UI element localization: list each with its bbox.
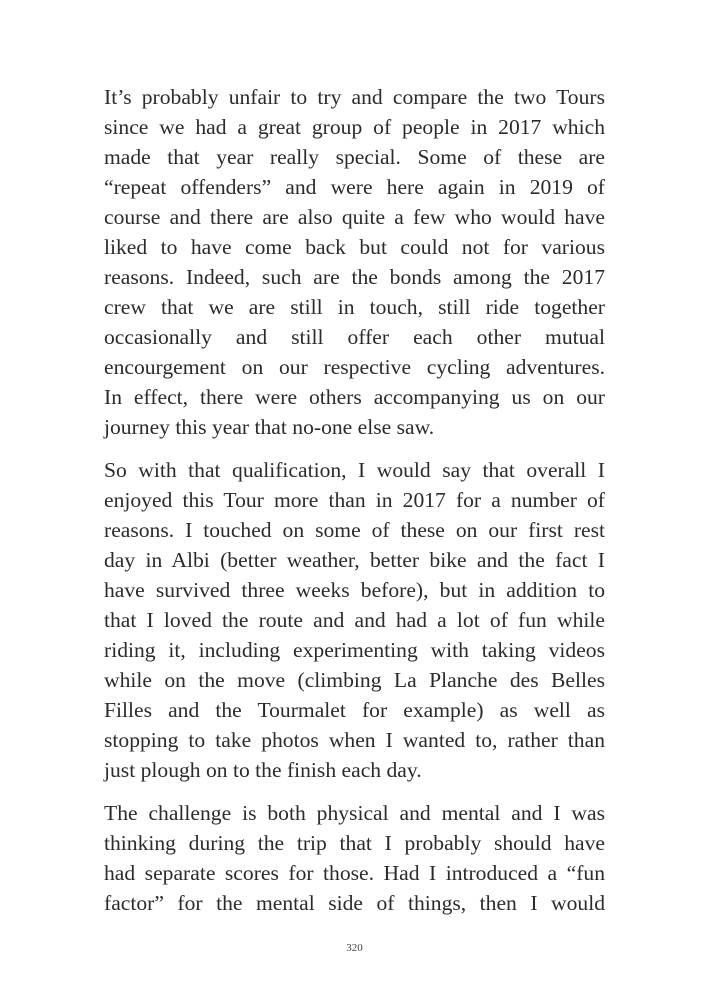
paragraph-2 (104, 455, 605, 785)
paragraph-3 (104, 798, 605, 918)
page-number: 320 (346, 942, 363, 954)
text-line: made that year really special. Some of these are (104, 145, 605, 169)
text-line: that I loved the route and and had a lot of fun while (104, 608, 605, 632)
text-line: In effect, there were others accompanying us on our (104, 385, 605, 409)
text-line: have survived three weeks before), but in addition to (104, 578, 605, 602)
text-line: since we had a great group of people in 2017 which (104, 115, 605, 139)
text-line: just plough on to the finish each day. (104, 758, 422, 782)
text-line: factor” for the mental side of things, then I would (104, 891, 605, 915)
text-line: enjoyed this Tour more than in 2017 for a number of (104, 488, 605, 512)
text-line: crew that we are still in touch, still ride together (104, 295, 605, 319)
text-line: journey this year that no-one else saw. (104, 415, 435, 439)
text-line: encourgement on our respective cycling adventures. (104, 355, 605, 379)
text-line: The challenge is both physical and mental and I was (104, 801, 605, 825)
text-line: “repeat offenders” and were here again in 2019 of (104, 175, 605, 199)
text-line: It’s probably unfair to try and compare the two Tours (104, 85, 605, 109)
text-line: had separate scores for those. Had I introduced a “fun (104, 861, 605, 885)
text-line: stopping to take photos when I wanted to, rather than (104, 728, 605, 752)
text-line: liked to have come back but could not for various (104, 235, 605, 259)
text-line: while on the move (climbing La Planche des Belles (104, 668, 605, 692)
text-line: So with that qualification, I would say that overall I (104, 458, 605, 482)
text-line: thinking during the trip that I probably should have (104, 831, 605, 855)
text-line: course and there are also quite a few who would have (104, 205, 605, 229)
text-line: occasionally and still offer each other mutual (104, 325, 605, 349)
paragraph-1 (104, 82, 605, 442)
text-line: reasons. I touched on some of these on our first rest (104, 518, 605, 542)
text-line: reasons. Indeed, such are the bonds among the 2017 (104, 265, 605, 289)
text-line: Filles and the Tourmalet for example) as well as (104, 698, 605, 722)
text-line: day in Albi (better weather, better bike and the fact I (104, 548, 605, 572)
body-text (104, 82, 605, 931)
text-line: riding it, including experimenting with taking videos (104, 638, 605, 662)
